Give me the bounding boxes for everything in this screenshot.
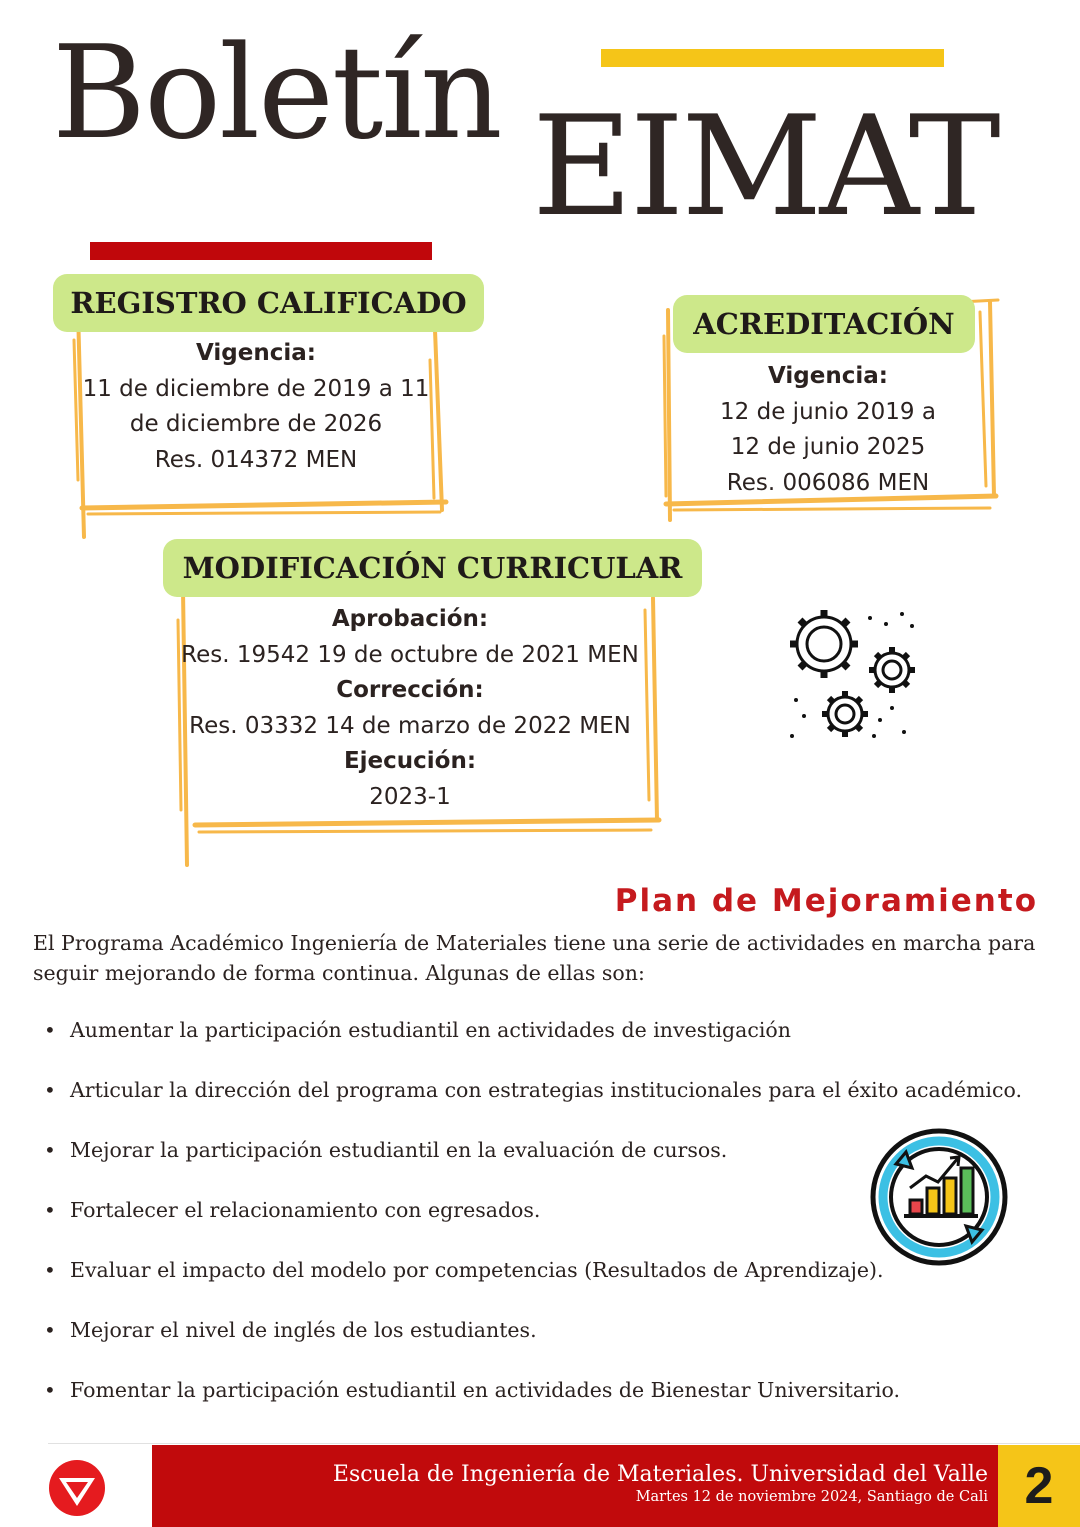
list-item	[44, 1373, 1022, 1433]
bullet: •	[44, 1198, 56, 1222]
footer-date: Martes 12 de noviembre 2024, Santiago de Cali	[635, 1489, 988, 1505]
list-item-text: Articular la dirección del programa con estrategias institucionales para el éxito académico.	[70, 1078, 1022, 1102]
title-eimat: EIMAT	[532, 86, 998, 247]
ejecucion-value: 2023-1	[369, 783, 451, 810]
page-number-box	[998, 1445, 1080, 1527]
list-item-text: Fomentar la participación estudiantil en actividades de Bienestar Universitario.	[70, 1378, 900, 1402]
bullet: •	[44, 1078, 56, 1102]
gears-icon	[782, 604, 922, 744]
list-item-text: Aumentar la participación estudiantil en actividades de investigación	[70, 1018, 791, 1042]
plan-intro: El Programa Académico Ingeniería de Materiales tiene una serie de actividades en marcha para seguir mejorando de forma continua. Algunas de ellas son:	[33, 931, 1036, 985]
ejecucion-label: Ejecución:	[343, 748, 477, 774]
plan-title: Plan de Mejoramiento	[614, 883, 1038, 919]
acreditacion-label: Vigencia:	[768, 363, 888, 389]
registro-heading-pill	[53, 274, 484, 332]
decorative-red-bar	[90, 242, 432, 260]
footer-divider	[48, 1443, 1080, 1444]
acreditacion-line1: 12 de junio 2019 a	[720, 398, 936, 425]
list-item-text: Mejorar la participación estudiantil en la evaluación de cursos.	[70, 1138, 728, 1162]
acreditacion-body	[670, 359, 986, 501]
list-item	[44, 1013, 1022, 1073]
list-item-text: Mejorar el nivel de inglés de los estudiantes.	[70, 1318, 537, 1342]
list-item	[44, 1313, 1022, 1373]
list-item-text: Evaluar el impacto del modelo por competencias (Resultados de Aprendizaje).	[70, 1258, 884, 1282]
growth-chart-icon	[866, 1124, 1012, 1270]
correccion-label: Corrección:	[336, 677, 484, 703]
registro-line3: Res. 014372 MEN	[154, 446, 358, 473]
page-number: 2	[1024, 1457, 1054, 1515]
registro-body	[68, 336, 444, 478]
bullet: •	[44, 1318, 56, 1342]
registro-heading: REGISTRO CALIFICADO	[70, 286, 467, 320]
modificacion-heading: MODIFICACIÓN CURRICULAR	[182, 551, 683, 585]
registro-line2: de diciembre de 2026	[129, 411, 383, 437]
bullet: •	[44, 1378, 56, 1402]
bullet: •	[44, 1138, 56, 1162]
bullet: •	[44, 1258, 56, 1282]
acreditacion-line3: Res. 006086 MEN	[726, 469, 930, 496]
acreditacion-heading-pill	[673, 295, 975, 353]
aprobacion-value: Res. 19542 19 de octubre de 2021 MEN	[181, 641, 639, 668]
decorative-yellow-bar	[601, 49, 944, 67]
acreditacion-line2: 12 de junio 2025	[730, 434, 926, 460]
aprobacion-label: Aprobación:	[331, 606, 489, 632]
title-boletin: Boletín	[52, 19, 501, 168]
registro-line1: 11 de diciembre de 2019 a 11	[82, 375, 430, 402]
modificacion-body	[178, 602, 642, 815]
correccion-value: Res. 03332 14 de marzo de 2022 MEN	[189, 712, 631, 739]
modificacion-heading-pill	[163, 539, 702, 597]
footer-school-name: Escuela de Ingeniería de Materiales. Universidad del Valle	[332, 1462, 988, 1487]
acreditacion-heading: ACREDITACIÓN	[693, 307, 955, 341]
registro-label: Vigencia:	[196, 340, 316, 366]
bullet: •	[44, 1018, 56, 1042]
university-logo	[40, 1458, 114, 1518]
list-item-text: Fortalecer el relacionamiento con egresados.	[70, 1198, 541, 1222]
